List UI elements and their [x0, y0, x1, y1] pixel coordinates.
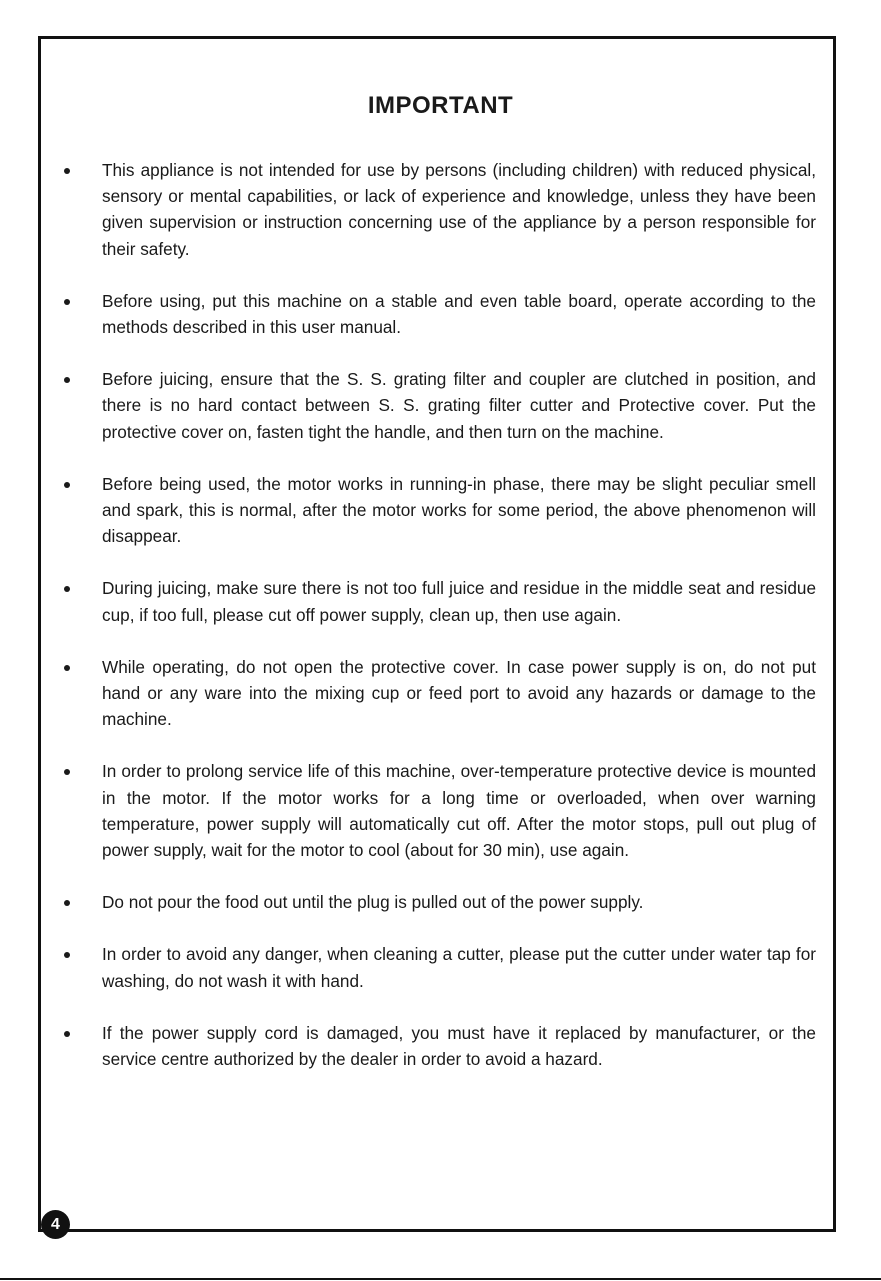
- bullet-icon: [64, 1031, 70, 1037]
- list-item: [64, 889, 816, 915]
- list-item: [64, 366, 816, 445]
- list-item: [64, 758, 816, 863]
- list-item: [64, 941, 816, 993]
- list-item: [64, 654, 816, 733]
- bullet-icon: [64, 586, 70, 592]
- list-item: [64, 157, 816, 262]
- list-item-text: This appliance is not intended for use by persons (including children) with reduced physical, sensory or mental capabilities, or lack of experience and knowledge, unless they have been given supervision or instruction concerning use of the appliance by a person responsible for their safety.: [102, 160, 816, 259]
- list-item-text: Before being used, the motor works in running-in phase, there may be slight peculiar smell and spark, this is normal, after the motor works for some period, the above phenomenon will disappear.: [102, 473, 816, 547]
- list-item-text: Before using, put this machine on a stable and even table board, operate according to the methods described in this user manual.: [102, 290, 816, 338]
- bullet-icon: [64, 665, 70, 671]
- list-item-text: In order to prolong service life of this machine, over-temperature protective device is mounted in the motor. If the motor works for a long time or overloaded, when over warning temperature, power supply will automatically cut off. After the motor stops, pull out plug of power supply, wait for the motor to cool (about for 30 min), use again.: [102, 761, 816, 861]
- list-item-text: In order to avoid any danger, when cleaning a cutter, please put the cutter under water tap for washing, do not wash it with hand.: [102, 944, 816, 991]
- list-item: [64, 471, 816, 550]
- list-item: [64, 575, 816, 627]
- page-title: IMPORTANT: [367, 92, 514, 119]
- list-item-text: While operating, do not open the protective cover. In case power supply is on, do not put hand or any ware into the mixing cup or feed port to avoid any hazards or damage to the machine.: [102, 656, 816, 730]
- bullet-icon: [64, 377, 70, 383]
- bullet-icon: [64, 900, 70, 906]
- list-item: [64, 1020, 816, 1072]
- bullet-icon: [64, 952, 70, 958]
- list-item: [64, 288, 816, 340]
- bullet-icon: [64, 482, 70, 488]
- page-number-badge: 4: [41, 1210, 70, 1239]
- safety-instructions-list: [64, 157, 816, 1098]
- bottom-divider: [0, 1278, 881, 1280]
- bullet-icon: [64, 299, 70, 305]
- list-item-text: During juicing, make sure there is not too full juice and residue in the middle seat and residue cup, if too full, please cut off power supply, clean up, then use again.: [102, 578, 816, 625]
- list-item-text: Do not pour the food out until the plug is pulled out of the power supply.: [102, 892, 644, 913]
- bullet-icon: [64, 769, 70, 775]
- list-item-text: If the power supply cord is damaged, you must have it replaced by manufacturer, or the service centre authorized by the dealer in order to avoid a hazard.: [102, 1022, 816, 1070]
- list-item-text: Before juicing, ensure that the S. S. grating filter and coupler are clutched in position, and there is no hard contact between S. S. grating filter cutter and Protective cover. Put the protective cover on, fasten tight the handle, and then turn on the machine.: [102, 369, 816, 442]
- bullet-icon: [64, 168, 70, 174]
